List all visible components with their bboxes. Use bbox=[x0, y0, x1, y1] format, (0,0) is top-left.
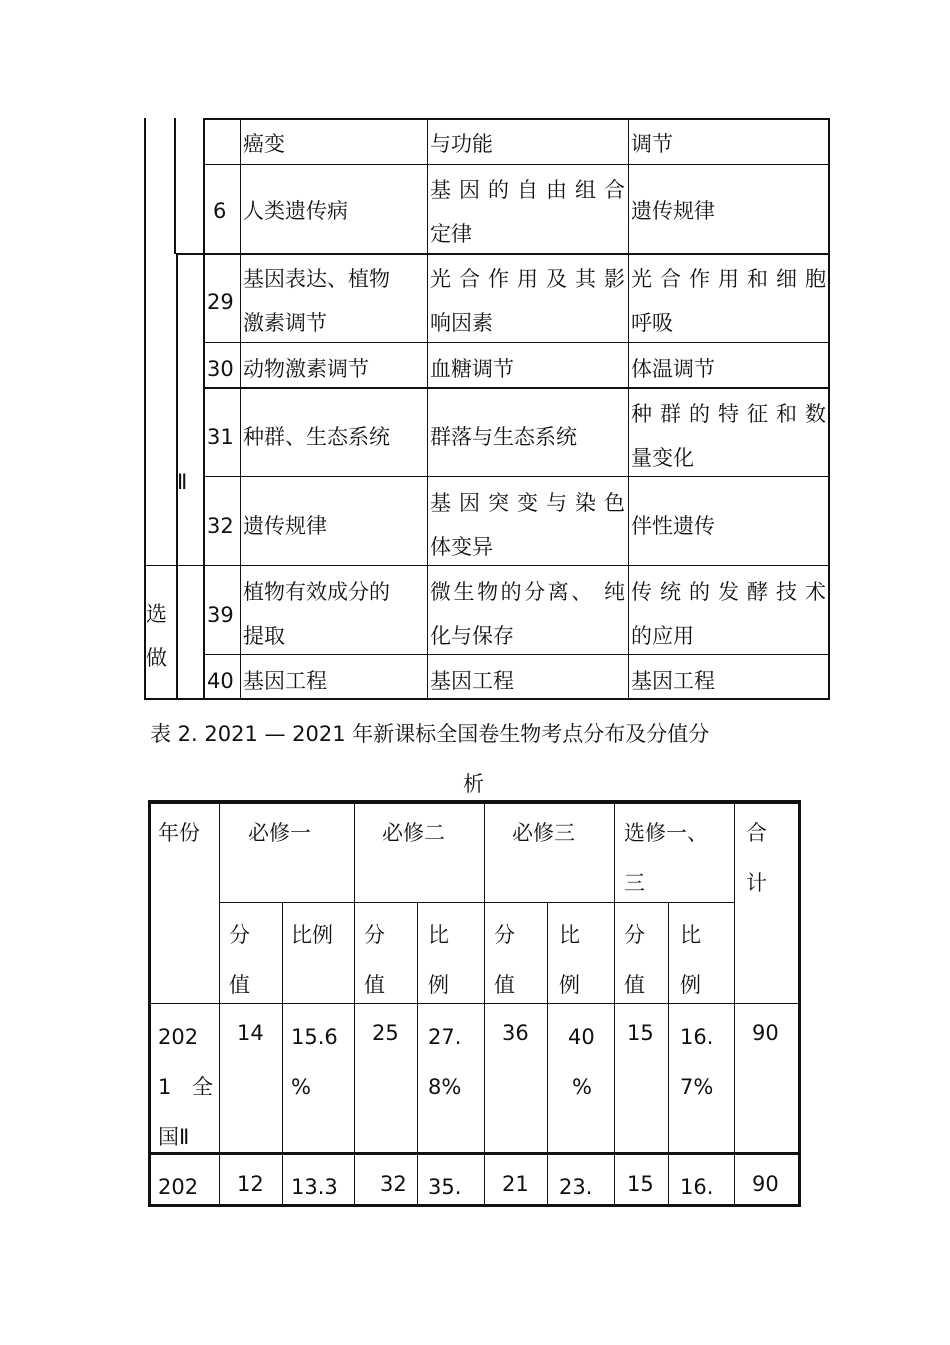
sub-score-1-l1: 分 bbox=[229, 923, 250, 947]
sub-ratio-3-l2: 例 bbox=[559, 973, 580, 997]
t1-row1-c2-l1: 基因的自由组合 bbox=[430, 178, 625, 202]
t1-row7-topic: 基因工程 bbox=[243, 669, 327, 693]
t1-row4-c2: 群落与生态系统 bbox=[430, 425, 577, 449]
t1-row1-c3: 遗传规律 bbox=[631, 199, 715, 223]
t1-row4-topic: 种群、生态系统 bbox=[243, 425, 390, 449]
t1-row2-topic-l1: 基因表达、植物 bbox=[243, 267, 390, 291]
t1-row4-c3-l1: 种群的特征和数 bbox=[631, 402, 826, 426]
t1-row5-topic: 遗传规律 bbox=[243, 514, 327, 538]
row1-r2-l1: 27. bbox=[428, 1025, 462, 1049]
t1-row1-topic: 人类遗传病 bbox=[243, 199, 348, 223]
t1-row2-c2-l2: 响因素 bbox=[430, 311, 493, 335]
row2-r4: 16. bbox=[680, 1175, 714, 1199]
sub-ratio-1: 比例 bbox=[291, 923, 333, 947]
t1-row3-c3: 体温调节 bbox=[631, 357, 715, 381]
sub-ratio-3-l1: 比 bbox=[559, 923, 580, 947]
row1-r3-l2: % bbox=[572, 1075, 592, 1099]
t1-row2-c3-l2: 呼吸 bbox=[631, 311, 673, 335]
row2-v1: 12 bbox=[237, 1172, 264, 1196]
t1-row4-no: 31 bbox=[207, 425, 234, 449]
t1-row7-no: 40 bbox=[207, 669, 234, 693]
row2-r1: 13.3 bbox=[291, 1175, 338, 1199]
t1-row6-c2-l2: 化与保存 bbox=[430, 624, 514, 648]
t1-row1-c2-l2: 定律 bbox=[430, 222, 472, 246]
row1-v1: 14 bbox=[237, 1021, 264, 1045]
header-group-2: 必修二 bbox=[382, 821, 445, 845]
row2-v3: 21 bbox=[502, 1172, 529, 1196]
header-total-l2: 计 bbox=[746, 871, 767, 895]
row1-r1-l1: 15.6 bbox=[291, 1025, 338, 1049]
header-group-4-l2: 三 bbox=[624, 871, 645, 895]
t1-row3-c2: 血糖调节 bbox=[430, 357, 514, 381]
sub-score-3-l1: 分 bbox=[494, 923, 515, 947]
t1-row6-no: 39 bbox=[207, 603, 234, 627]
row1-v4: 15 bbox=[627, 1021, 654, 1045]
t1-row0-c3: 调节 bbox=[631, 132, 673, 156]
sub-ratio-2-l1: 比 bbox=[428, 923, 449, 947]
sub-score-3-l2: 值 bbox=[494, 973, 515, 997]
row1-year-l3: 国Ⅱ bbox=[158, 1125, 190, 1149]
t1-row6-c2-l1: 微生物的分离、 纯 bbox=[430, 580, 625, 604]
row2-total: 90 bbox=[752, 1172, 779, 1196]
sub-ratio-4-l2: 例 bbox=[680, 973, 701, 997]
row2-year: 202 bbox=[158, 1175, 199, 1199]
t1-row6-topic-l1: 植物有效成分的 bbox=[243, 580, 390, 604]
t1-row5-c2-l1: 基因突变与染色 bbox=[430, 491, 625, 515]
t1-row6-c3-l2: 的应用 bbox=[631, 624, 694, 648]
header-total-l1: 合 bbox=[746, 821, 767, 845]
row1-r3-l1: 40 bbox=[568, 1025, 595, 1049]
header-group-3: 必修三 bbox=[512, 821, 575, 845]
table-2-caption-cont: 析 bbox=[463, 772, 484, 796]
t1-row2-c2-l1: 光合作用及其影 bbox=[430, 267, 625, 291]
row1-year-l2: 1 全 bbox=[158, 1075, 214, 1099]
t1-row5-c2-l2: 体变异 bbox=[430, 535, 493, 559]
t1-row4-c3-l2: 量变化 bbox=[631, 446, 694, 470]
row1-v3: 36 bbox=[502, 1021, 529, 1045]
row1-r4-l1: 16. bbox=[680, 1025, 714, 1049]
t1-row6-c3-l1: 传统的发酵技术 bbox=[631, 580, 826, 604]
header-group-1: 必修一 bbox=[248, 821, 311, 845]
row1-r1-l2: % bbox=[291, 1075, 311, 1099]
row1-total: 90 bbox=[752, 1021, 779, 1045]
row1-r4-l2: 7% bbox=[680, 1075, 714, 1099]
row2-v4: 15 bbox=[627, 1172, 654, 1196]
t1-row1-no: 6 bbox=[213, 199, 227, 223]
t1-row6-topic-l2: 提取 bbox=[243, 624, 285, 648]
sub-score-4-l2: 值 bbox=[624, 973, 645, 997]
group-label-exam: Ⅱ bbox=[177, 470, 188, 494]
t1-row2-topic-l2: 激素调节 bbox=[243, 311, 327, 335]
group-label-optional: 选做 bbox=[146, 602, 167, 670]
t1-row3-topic: 动物激素调节 bbox=[243, 357, 369, 381]
t1-row2-no: 29 bbox=[207, 290, 234, 314]
sub-score-2-l2: 值 bbox=[364, 973, 385, 997]
t1-row7-c3: 基因工程 bbox=[631, 669, 715, 693]
sub-score-2-l1: 分 bbox=[364, 923, 385, 947]
t1-row2-c3-l1: 光合作用和细胞 bbox=[631, 267, 826, 291]
row1-year-l1: 202 bbox=[158, 1025, 199, 1049]
row2-r2: 35. bbox=[428, 1175, 462, 1199]
t1-row0-topic: 癌变 bbox=[243, 132, 285, 156]
t1-row5-no: 32 bbox=[207, 514, 234, 538]
sub-score-4-l1: 分 bbox=[624, 923, 645, 947]
row2-r3: 23. bbox=[559, 1175, 593, 1199]
row1-r2-l2: 8% bbox=[428, 1075, 462, 1099]
t1-row7-c2: 基因工程 bbox=[430, 669, 514, 693]
table-2-caption: 表 2. 2021 — 2021 年新课标全国卷生物考点分布及分值分 bbox=[150, 722, 710, 746]
sub-score-1-l2: 值 bbox=[229, 973, 250, 997]
t1-row5-c3: 伴性遗传 bbox=[631, 514, 715, 538]
t1-row3-no: 30 bbox=[207, 357, 234, 381]
t1-row0-c2: 与功能 bbox=[430, 132, 493, 156]
sub-ratio-2-l2: 例 bbox=[428, 973, 449, 997]
header-year: 年份 bbox=[158, 821, 200, 845]
row1-v2: 25 bbox=[372, 1021, 399, 1045]
row2-v2: 32 bbox=[380, 1172, 407, 1196]
sub-ratio-4-l1: 比 bbox=[680, 923, 701, 947]
header-group-4-l1: 选修一、 bbox=[624, 821, 708, 845]
